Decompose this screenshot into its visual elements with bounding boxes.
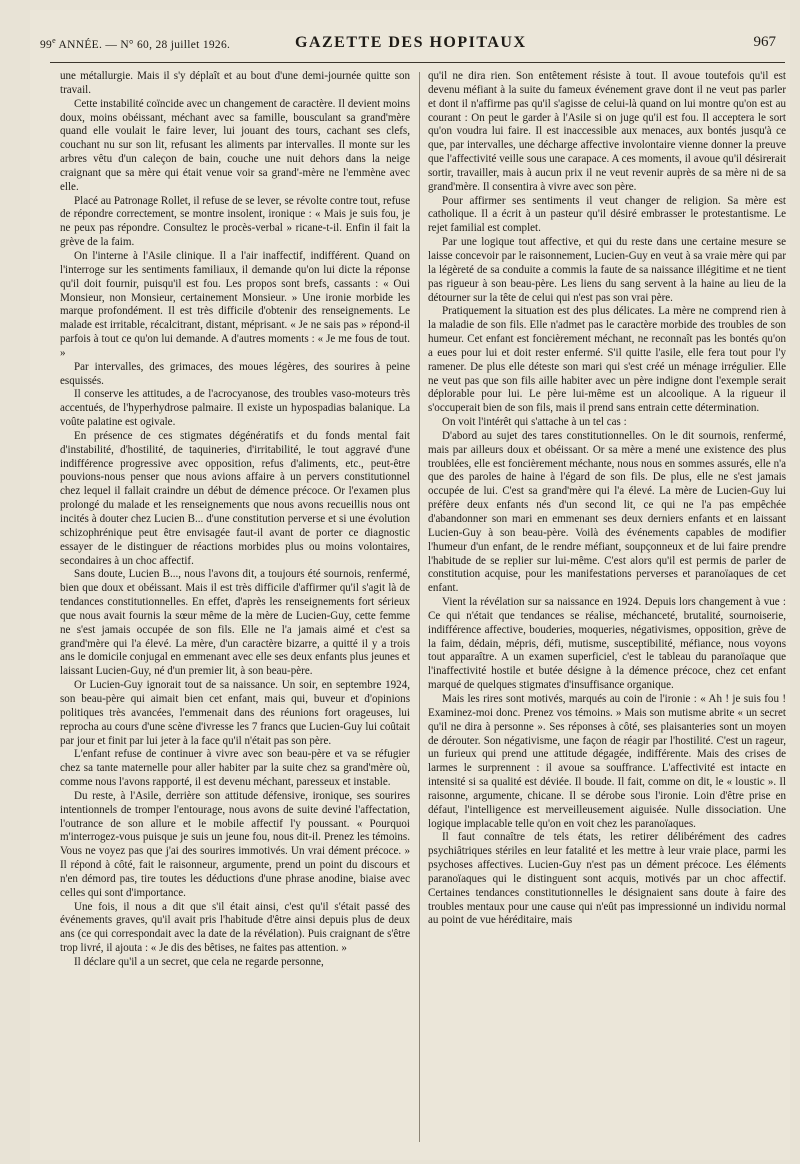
paragraph: Une fois, il nous a dit que s'il était ainsi, c'est qu'il s'était passé des événements graves, qu'il avait pris l'habitude d'être ainsi depuis plus de deux ans (ce qui correspondait avec la date de la révélation). Puis craignant de s'être trop livré, il ajouta : « Je dis des bêtises, ne faites pas attention. » <box>60 900 410 955</box>
paragraph: Du reste, à l'Asile, derrière son attitude défensive, ironique, ses sourires intentionnels de tromper l'entourage, nous avons de suite deviné l'affectation, l'outrance de son allure et le mobile affectif l'y poussant. « Pourquoi m'interrogez-vous puisque je suis un jeune fou, nous dit-il. Prenez les témoins. Vous ne voyez pas que j'ai des sourires immotivés. Un vrai dément précoce. » Il répond à côté, fait le raisonneur, argumente, prend un point du discours et n'en démord pas, tire toutes les déductions d'une phrase anodine, biaise avec celles qui sont d'importance. <box>60 789 410 899</box>
issue-number-date: — N° 60, 28 juillet 1926. <box>105 38 231 51</box>
paragraph: Il conserve les attitudes, a de l'acrocyanose, des troubles vaso-moteurs très accentués, de l'hyperhydrose palmaire. Il existe un hypospadias balanique. La voûte palatine est ogivale. <box>60 388 410 429</box>
issue-info <box>40 36 230 51</box>
paragraph: Or Lucien-Guy ignorait tout de sa naissance. Un soir, en septembre 1924, son beau-père qui aimait bien cet enfant, mais qui, buveur et d'opinions politiques très avancées, l'emmenait dans des réunions fort orageuses, lui reprocha au cours d'une scène d'ivresse les 7 francs que Lucien-Guy lui coûtait par jour et finit par lui jeter à la face qu'il n'était pas son père. <box>60 679 410 747</box>
paragraph: On l'interne à l'Asile clinique. Il a l'air inaffectif, indifférent. Quand on l'interroge sur les sentiments familiaux, il demande qu'on lui dicte la réponse qu'il doit fournir, puisqu'il est fou. Les propos sont brefs, cassants : « Oui Monsieur, non Monsieur, certainement Monsieur. » Une ironie morbide les marque profondément. Il est très difficile d'obtenir des renseignements. Le malade est irritable, récalcitrant, distant, méprisant. « Je ne sais pas » répond-il parfois à tout ce qu'on lui demande. A d'autres moments : « Je me fous de tout. » <box>60 249 410 359</box>
paragraph: Sans doute, Lucien B..., nous l'avons dit, a toujours été sournois, renfermé, bien que doux et obéissant. Mais il est très difficile d'affirmer qu'il s'agit là de tendances constitutionnelles. En effet, d'après les renseignements fort sérieux que nous avait fournis la sœur même de la mère de Lucien-Guy, cette femme ne s'est jamais occupée de son fils. Elle ne l'a jamais aimé et c'est sa grand'mère qui l'a élevé. La mère, d'un caractère bizarre, a quitté il y a trois ans le domicile conjugal en emmenant avec elle ses deux enfants plus jeunes et laissant Lucien-Guy, né d'un premier lit, à son beau-père. <box>60 568 410 678</box>
paragraph: Par une logique tout affective, et qui du reste dans une certaine mesure se laisse concevoir par le raisonnement, Lucien-Guy en veut à sa vraie mère qui par la légèreté de sa conduite a commis la faute de sa naissance illégitime et ne tient pas rigueur à son beau-père. Les liens du sang servent à la haine au lieu de la détourner sur la tête de celui qui n'est pas son vrai père. <box>428 236 786 304</box>
journal-title: GAZETTE DES HOPITAUX <box>295 34 527 51</box>
paragraph: Par intervalles, des grimaces, des moues légères, des sourires à peine esquissés. <box>60 360 410 387</box>
paragraph: D'abord au sujet des tares constitutionnelles. On le dit sournois, renfermé, mais par ailleurs doux et obéissant. Or sa mère a mené une existence des plus troublées, elle est foncièrement méchante, nous nous en sommes assurés, elle n'a que des paroles de haine à l'égard de son fils. De plus, elle ne s'est jamais occupée de lui. C'est sa grand'mère qui l'a élevé. La mère de Lucien-Guy lui préfère deux enfants nés d'un second lit, ce qui ne l'a pas empêchée d'abandonner son mari en emmenant ses deux derniers enfants et en laissant Lucien-Guy à son beau-père. Voilà des événements capables de modifier l'humeur d'un enfant, de le rendre méfiant, soupçonneux et de lui faire prendre l'habitude de se replier sur lui-même. C'est alors qu'il est permis de parler de constitution acquise, pour les manifestations perverses et paranoïaques de cet enfant. <box>428 429 786 595</box>
year-number: 99 <box>40 38 53 51</box>
column-divider <box>419 72 420 1142</box>
paragraph: Pratiquement la situation est des plus délicates. La mère ne comprend rien à la maladie de son fils. Elle n'admet pas le caractère morbide des troubles de son humeur. Cet enfant est foncièrement méchant, ne reconnaît pas les bontés qu'on a eues pour lui et doit rester enfermé. S'il quitte l'asile, elle fera tout pour l'y ramener. De plus elle déteste son mari qui s'est créé un ménage irrégulier. Elle ne veut pas que son fils aille habiter avec un père indigne dont l'exemple serait déplorable pour lui. Le père lui-même est un alcoolique. A la rigueur il s'occuperait bien de son fils, mais il prend sans entrain cette détermination. <box>428 305 786 415</box>
paragraph: Cette instabilité coïncide avec un changement de caractère. Il devient moins doux, moins obéissant, méchant avec sa famille, bousculant sa grand'mère quand elle voulait le faire lever, lui jouant des tours, cachant ses clefs, couchant nu sur son lit, refusant les aliments par intervalles. Il monte sur les arbres vêtu d'un caleçon de bain, couche une nuit dehors dans la neige craignant que sa mère qui était venue voir sa grand'-mère ne l'emmène avec elle. <box>60 97 410 193</box>
paragraph: Pour affirmer ses sentiments il veut changer de religion. Sa mère est catholique. Il a écrit à un pasteur qu'il désiré embrasser le protestantisme. Le rejet familial est complet. <box>428 194 786 235</box>
paragraph: une métallurgie. Mais il s'y déplaît et au bout d'une demi-journée quitte son travail. <box>60 70 410 96</box>
year-suffix: e <box>52 36 56 45</box>
right-column <box>428 70 786 1145</box>
paragraph: On voit l'intérêt qui s'attache à un tel cas : <box>442 416 627 429</box>
page-number: 967 <box>753 34 776 50</box>
paragraph: Mais les rires sont motivés, marqués au coin de l'ironie : « Ah ! je suis fou ! Examinez-moi donc. Prenez vos témoins. » Mais son mutisme abrite « un secret qu'il ne dira à personne ». Ses réponses à côté, ses plaisanteries sont un moyen de dérouter. Son négativisme, une façon de réagir par l'hostilité. C'est un rageur, un furieux qui prend une attitude dégagée, indifférente. Mais des crises de larmes le surprennent : il avoue sa souffrance. L'affectivité est intacte en intensité si sa qualité est déviée. Il boude. Il fait, comme on dit, le « loustic ». Il raisonne, argumente, chicane. Il se dérobe sous l'ironie. Loin d'être prise en défaut, l'intelligence est merveilleusement aiguisée. Nulle dissociation. Une logique implacable telle qu'on en voit chez les paranoïaques. <box>428 692 786 830</box>
paragraph: qu'il ne dira rien. Son entêtement résiste à tout. Il avoue toutefois qu'il est devenu méfiant à la suite du fameux événement grave dont il ne veut pas parler et dont il n'affirme pas qu'il s'agisse de celui-là quand on lui montre qu'on est au courant : On peut le garder à l'Asile si on juge qu'il est fou. Il acceptera le sort qu'on voudra lui faire. Il est inaccessible aux menaces, aux bontés jusqu'à ce que, par intervalles, une décharge affective involontaire vienne donner la preuve que l'affectivité veille sous une carapace. A ces moments, il avoue qu'il désirerait sortir, travailler, mais à aucun prix il ne veut revenir auprès de sa mère ni de sa grand'mère. Il consentira à vivre avec son père. <box>428 70 786 193</box>
paragraph: L'enfant refuse de continuer à vivre avec son beau-père et va se réfugier chez sa tante maternelle pour aller habiter par la suite chez sa grand'mère où, comme nous l'avons rapporté, il est devenu méchant, paresseux et instable. <box>60 748 410 789</box>
annee-label: ANNÉE. <box>58 38 103 51</box>
header-rule <box>50 62 785 63</box>
paragraph: En présence de ces stigmates dégénératifs et du fonds mental fait d'instabilité, d'hostilité, de taquineries, d'irritabilité, le tout aggravé d'une indifférence progressive avec opposition, refus d'aliments, etc., peut-être pouvions-nous penser que nous avions affaire à un pervers constitutionnel chez lequel il fallait craindre un début de démence précoce. Or l'examen plus prolongé du malade et les renseignements que nous avons recueillis nous ont incités à douter chez Lucien B... d'une constitution perverse et si une évolution schizophrénique peut être envisagée faut-il avant de porter ce diagnostic essayer de le distinguer de réactions morbides plus ou moins volontaires, secondaires à un choc affectif. <box>60 429 410 567</box>
paragraph: Il faut connaître de tels états, les retirer délibérément des cadres psychiâtriques stériles en leur fatalité et les mettre à leur vraie place, parmi les psychoses affectives. Lucien-Guy n'est pas un dément précoce. Les éléments paranoïaques qui le distinguent sont acquis, motivés par un choc affectif. Certaines tendances constitutionnelles le désignaient sans doute à faire des troubles mentaux pour une cause qui n'eût pas impressionné un individu normal au point de vue héréditaire, mais <box>428 831 786 927</box>
paragraph: Vient la révélation sur sa naissance en 1924. Depuis lors changement à vue : Ce qui n'était que tendances se réalise, méchanceté, brutalité, sournoiserie, indifférence affective, bouderies, moqueries, négativismes, opposition, grève de la faim, dédain, mépris, défi, mutisme, susceptibilité, méfiance, nous voyons tout apparaître. A un examen superficiel, c'est le tableau du paranoïaque que l'inaffectivité hostile et butée désigne à la démence précoce, chez cet enfant marqué de quelques stigmates d'insuffisance organique. <box>428 596 786 692</box>
left-column <box>60 70 410 1145</box>
paragraph: Il déclare qu'il a un secret, que cela ne regarde personne, <box>74 956 324 968</box>
paragraph: Placé au Patronage Rollet, il refuse de se lever, se révolte contre tout, refuse de répondre correctement, se montre insolent, ironique : « Mais je suis fou, je ne peux pas répondre. Consultez le procès-verbal » ricane-t-il. Enfin il fait la grève de la faim. <box>60 194 410 249</box>
page-header <box>40 30 790 60</box>
journal-page <box>30 10 790 1160</box>
